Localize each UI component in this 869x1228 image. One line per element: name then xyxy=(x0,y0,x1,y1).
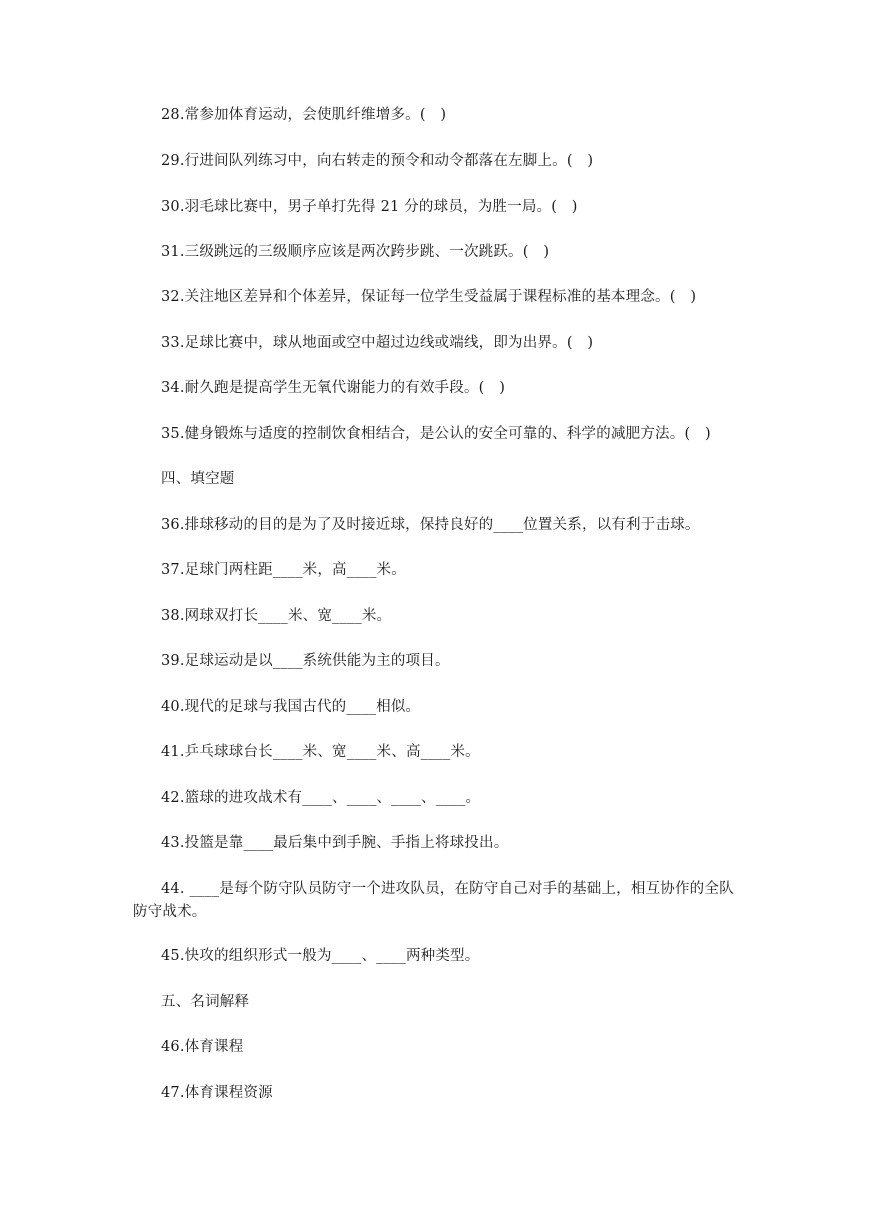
question-42: 42.篮球的进攻战术有____、____、____、____。 xyxy=(161,790,481,806)
section-heading-terms: 五、名词解释 xyxy=(161,994,250,1010)
question-38: 38.网球双打长____米、宽____米。 xyxy=(161,608,392,624)
question-36: 36.排球移动的目的是为了及时接近球，保持良好的____位置关系，以有利于击球。 xyxy=(161,517,700,533)
question-39: 39.足球运动是以____系统供能为主的项目。 xyxy=(161,653,450,669)
question-35: 35.健身锻炼与适度的控制饮食相结合，是公认的安全可靠的、科学的减肥方法。( ) xyxy=(161,426,711,442)
section-heading-fill-in: 四、填空题 xyxy=(161,471,235,487)
question-34: 34.耐久跑是提高学生无氧代谢能力的有效手段。( ) xyxy=(161,380,506,396)
question-30: 30.羽毛球比赛中，男子单打先得 21 分的球员，为胜一局。( ) xyxy=(161,199,578,215)
question-32: 32.关注地区差异和个体差异，保证每一位学生受益属于课程标准的基本理念。( ) xyxy=(161,289,697,305)
question-41: 41.乒乓球球台长____米、宽____米、高____米。 xyxy=(161,744,480,760)
question-28: 28.常参加体育运动，会使肌纤维增多。( ) xyxy=(161,107,447,123)
question-33: 33.足球比赛中，球从地面或空中超过边线或端线，即为出界。( ) xyxy=(161,335,594,351)
question-37: 37.足球门两柱距____米，高____米。 xyxy=(161,562,406,578)
question-43: 43.投篮是靠____最后集中到手腕、手指上将球投出。 xyxy=(161,835,509,851)
question-44: 44. ____是每个防守队员防守一个进攻队员，在防守自己对手的基础上，相互协作的全队防守战术。 xyxy=(133,881,734,920)
question-29: 29.行进间队列练习中，向右转走的预令和动令都落在左脚上。( ) xyxy=(161,153,594,169)
question-47: 47.体育课程资源 xyxy=(161,1085,273,1101)
question-46: 46.体育课程 xyxy=(161,1039,244,1055)
question-45: 45.快攻的组织形式一般为____、____两种类型。 xyxy=(161,948,480,964)
question-40: 40.现代的足球与我国古代的____相似。 xyxy=(161,699,421,715)
question-31: 31.三级跳远的三级顺序应该是两次跨步跳、一次跳跃。( ) xyxy=(161,244,550,260)
